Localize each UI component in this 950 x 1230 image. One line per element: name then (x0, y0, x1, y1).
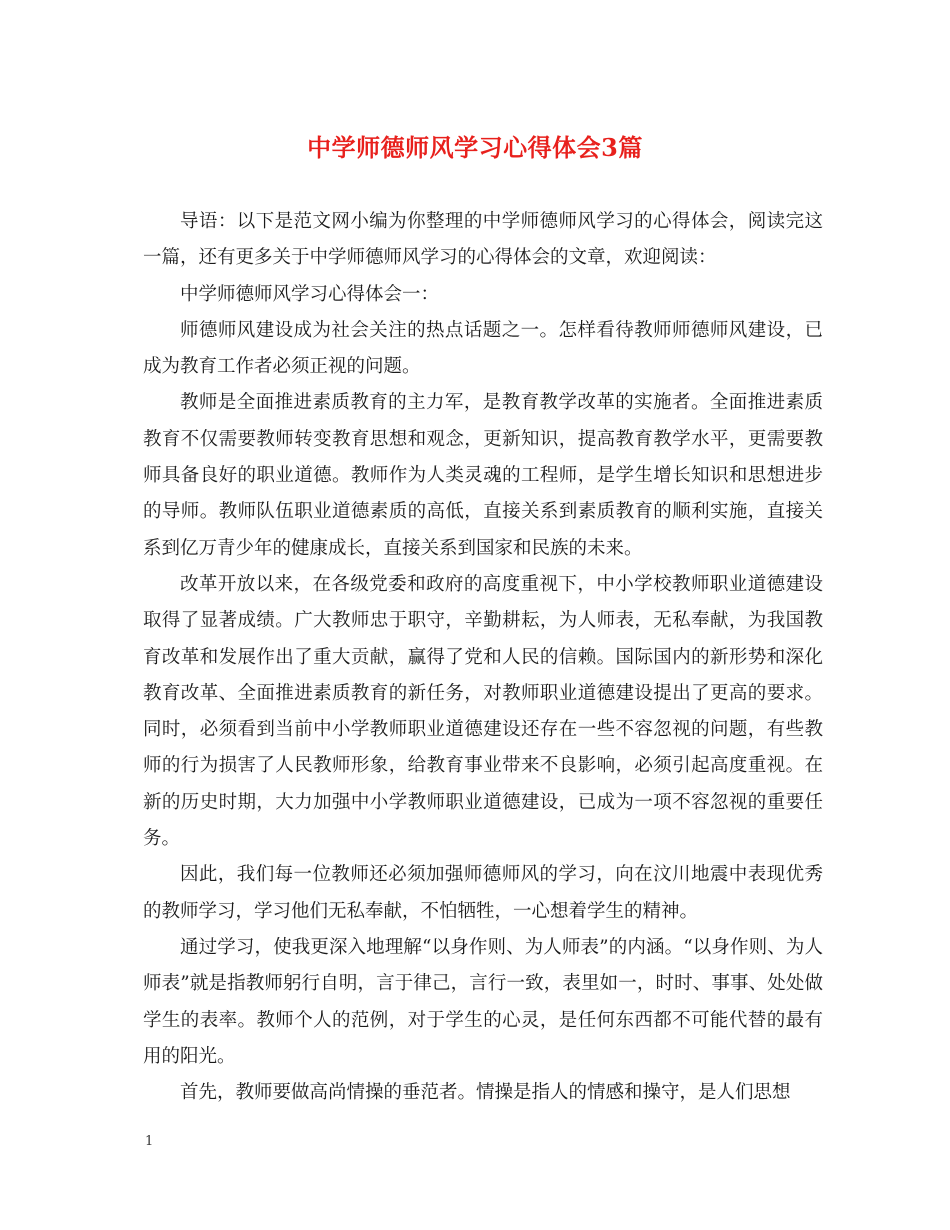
document-body (143, 204, 823, 1111)
paragraph-intro: 导语：以下是范文网小编为你整理的中学师德师风学习的心得体会，阅读完这一篇，还有更多关于中学师德师风学习的心得体会的文章，欢迎阅读： (143, 211, 823, 269)
paragraph: 因此，我们每一位教师还必须加强师德师风的学习，向在汶川地震中表现优秀的教师学习，学习他们无私奉献，不怕牺牲，一心想着学生的精神。 (143, 864, 823, 922)
page-number: 1 (145, 1134, 154, 1149)
paragraph-section-heading: 中学师德师风学习心得体会一： (180, 283, 440, 305)
paragraph: 师德师风建设成为社会关注的热点话题之一。怎样看待教师师德师风建设，已成为教育工作者必须正视的问题。 (143, 319, 823, 378)
paragraph: 通过学习，使我更深入地理解“以身作则、为人师表”的内涵。“以身作则、为人师表”就是指教师躬行自明，言于律己，言行一致，表里如一，时时、事事、处处做学生的表率。教师个人的范例，对于学生的心灵，是任何东西都不可能代替的最有用的阳光。 (143, 936, 823, 1067)
paragraph: 改革开放以来，在各级党委和政府的高度重视下，中小学校教师职业道德建设取得了显著成绩。广大教师忠于职守，辛勤耕耘，为人师表，无私奉献，为我国教育改革和发展作出了重大贡献，赢得了党和人民的信赖。国际国内的新形势和深化教育改革、全面推进素质教育的新任务，对教师职业道德建设提出了更高的要求。同时，必须看到当前中小学教师职业道德建设还存在一些不容忽视的问题，有些教师的行为损害了人民教师形象，给教育事业带来不良影响，必须引起高度重视。在新的历史时期，大力加强中小学教师职业道德建设，已成为一项不容忽视的重要任务。 (143, 573, 823, 850)
document-title: 中学师德师风学习心得体会3篇 (307, 133, 643, 162)
paragraph: 首先，教师要做高尚情操的垂范者。情操是指人的情感和操守，是人们思想 (180, 1082, 791, 1104)
paragraph: 教师是全面推进素质教育的主力军，是教育教学改革的实施者。全面推进素质教育不仅需要教师转变教育思想和观念，更新知识，提高教育教学水平，更需要教师具备良好的职业道德。教师作为人类灵魂的工程师，是学生增长知识和思想进步的导师。教师队伍职业道德素质的高低，直接关系到素质教育的顺利实施，直接关系到亿万青少年的健康成长，直接关系到国家和民族的未来。 (143, 392, 823, 559)
